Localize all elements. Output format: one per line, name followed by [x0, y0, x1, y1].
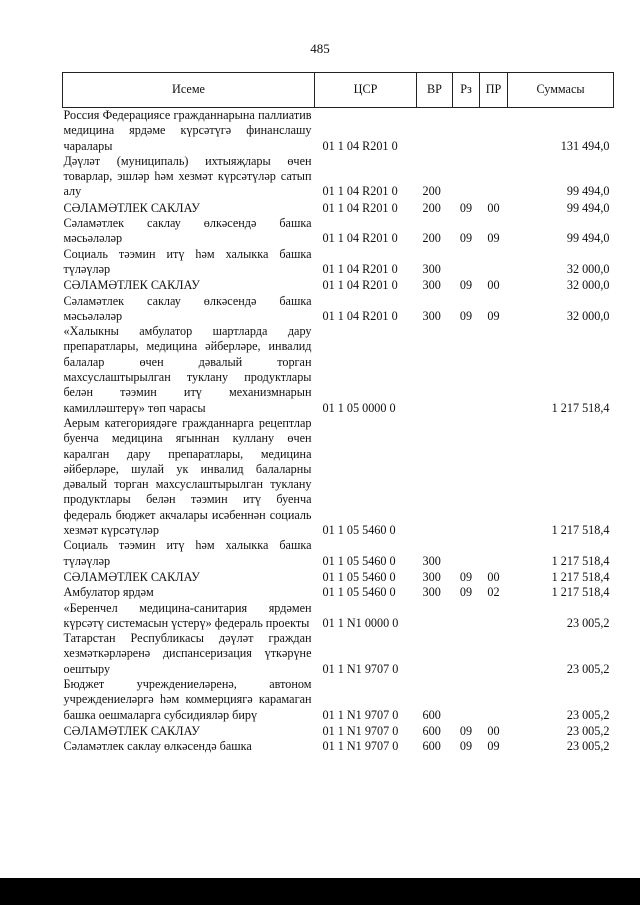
cell-vr: 300: [422, 569, 441, 584]
cell-sum: 23 005,2: [566, 615, 610, 630]
cell-rz: [453, 247, 480, 278]
cell-csr: 01 1 04 R201 0: [322, 231, 398, 246]
cell-pr: 00: [487, 569, 500, 584]
cell-vr: [417, 108, 453, 154]
table-row: [63, 200, 614, 216]
cell-sum: 32 000,0: [566, 261, 610, 276]
cell-csr: 01 1 04 R201 0: [322, 278, 398, 293]
cell-rz: 09: [459, 200, 473, 215]
cell-sum: 1 217 518,4: [551, 400, 610, 415]
table-row: [63, 631, 614, 677]
cell-vr: 300: [422, 585, 441, 600]
cell-pr: 02: [487, 585, 500, 600]
cell-vr: 300: [422, 308, 441, 323]
cell-name: Социаль тәэмин итү һәм халыкка башка түләүләр: [63, 246, 312, 276]
cell-name: Татарстан Республикасы дәүләт граждан хезмәткәрләренә диспансеризация үткәрүне оештыру: [63, 631, 312, 676]
cell-csr: 01 1 04 R201 0: [322, 200, 398, 215]
table-row: [63, 247, 614, 278]
cell-csr: 01 1 04 R201 0: [322, 261, 398, 276]
cell-rz: 09: [459, 739, 473, 754]
cell-pr: [480, 154, 508, 200]
cell-rz: [453, 677, 480, 723]
table-row: [63, 294, 614, 325]
cell-rz: 09: [459, 569, 473, 584]
header-rz: Рз: [453, 73, 480, 108]
cell-name: Социаль тәэмин итү һәм халыкка башка түләүләр: [63, 538, 312, 568]
cell-name: Россия Федерациясе гражданнарына паллиатив медицина ярдәме күрсәтүгә финанслашу чаралары: [63, 108, 312, 153]
cell-sum: 1 217 518,4: [551, 569, 610, 584]
cell-name: Бюджет учреждениеләренә, автоном учреждениеләргә һәм коммерциягә карамаган башка оешмаларга субсидияләр бирү: [63, 676, 312, 722]
cell-pr: 00: [487, 200, 500, 215]
cell-name: Сәламәтлек саклау өлкәсендә башка мәсьәләләр: [63, 293, 312, 323]
table-row: [63, 538, 614, 569]
table-row: [63, 585, 614, 600]
cell-csr: 01 1 N1 9707 0: [322, 723, 399, 738]
cell-csr: 01 1 05 5460 0: [322, 553, 396, 568]
cell-pr: [480, 247, 508, 278]
cell-rz: 09: [459, 308, 473, 323]
cell-sum: 32 000,0: [566, 308, 610, 323]
cell-pr: [480, 538, 508, 569]
table-row: [63, 154, 614, 200]
cell-csr: 01 1 N1 9707 0: [322, 661, 399, 676]
cell-sum: 1 217 518,4: [551, 585, 610, 600]
cell-sum: 23 005,2: [566, 661, 610, 676]
cell-csr: 01 1 05 0000 0: [322, 400, 396, 415]
cell-rz: 09: [459, 585, 473, 600]
table-row: [63, 601, 614, 632]
page-number: 485: [310, 41, 330, 56]
cell-pr: [480, 416, 508, 538]
cell-rz: [453, 154, 480, 200]
cell-sum: 131 494,0: [560, 138, 610, 153]
cell-sum: 1 217 518,4: [551, 553, 610, 568]
cell-name: «Беренчел медицина-санитария ярдәмен күрсәтү системасын үстерү» федераль проекты: [63, 600, 312, 630]
cell-vr: 600: [422, 707, 441, 722]
cell-pr: 00: [487, 723, 500, 738]
cell-name: Аерым категориядәге гражданнарга рецептлар буенча медицина ягыннан куллану өчен каралган дару препаратлары, медицина әйберләре, шулай ук инвалид балаларны дәвалый торган махсуслаштырылган туклану продуктлары белән тәэмин итү буенча федераль бюджет акчалары исәбеннән социаль хезмәт күрсәтүләр: [63, 415, 312, 538]
cell-name: Сәламәтлек саклау өлкәсендә башка мәсьәләләр: [63, 216, 312, 246]
cell-sum: 32 000,0: [566, 278, 610, 293]
cell-rz: [453, 601, 480, 632]
cell-vr: [417, 324, 453, 416]
cell-pr: 00: [487, 278, 500, 293]
cell-sum: 1 217 518,4: [551, 523, 610, 538]
header-vr: ВР: [417, 73, 453, 108]
cell-vr: [417, 631, 453, 677]
table-row: [63, 677, 614, 723]
cell-sum: 23 005,2: [566, 723, 610, 738]
cell-rz: [453, 416, 480, 538]
cell-sum: 23 005,2: [566, 707, 610, 722]
cell-sum: 99 494,0: [566, 200, 610, 215]
cell-csr: 01 1 05 5460 0: [322, 569, 396, 584]
cell-csr: 01 1 N1 0000 0: [322, 615, 399, 630]
cell-name: Амбулатор ярдәм: [63, 585, 154, 600]
cell-vr: 600: [422, 739, 441, 754]
table-row: [63, 108, 614, 154]
header-csr: ЦСР: [315, 73, 417, 108]
cell-vr: 300: [422, 553, 441, 568]
budget-table: [62, 72, 614, 754]
table-row: [63, 324, 614, 416]
cell-vr: [417, 601, 453, 632]
header-name: Исеме: [63, 73, 315, 108]
cell-pr: [480, 677, 508, 723]
cell-csr: 01 1 04 R201 0: [322, 184, 398, 199]
cell-vr: 300: [422, 261, 441, 276]
cell-vr: [417, 416, 453, 538]
cell-pr: 09: [487, 739, 500, 754]
cell-vr: 200: [422, 200, 441, 215]
cell-rz: 09: [459, 231, 473, 246]
cell-vr: 200: [422, 184, 441, 199]
cell-name: «Халыкны амбулатор шартларда дару препаратлары, медицина әйберләре, инвалид балалар өчен дәвалый торган махсуслаштырылган туклану продуктлары белән тәэмин итү механизмнарын камилләштерү» төп чарасы: [63, 324, 312, 415]
table-row: [63, 739, 614, 754]
table-row: [63, 723, 614, 739]
scan-bottom-edge: [0, 878, 640, 905]
table-header-row: [63, 73, 614, 108]
cell-csr: 01 1 05 5460 0: [322, 585, 396, 600]
cell-vr: 300: [422, 278, 441, 293]
cell-csr: 01 1 04 R201 0: [322, 138, 398, 153]
cell-csr: 01 1 N1 9707 0: [322, 739, 399, 754]
cell-sum: 99 494,0: [566, 231, 610, 246]
cell-rz: 09: [459, 278, 473, 293]
cell-vr: 600: [422, 723, 441, 738]
table-row: [63, 277, 614, 293]
cell-name: СӘЛАМӘТЛЕК САКЛАУ: [63, 569, 200, 584]
cell-pr: [480, 324, 508, 416]
cell-rz: 09: [459, 723, 473, 738]
table-row: [63, 569, 614, 585]
cell-sum: 23 005,2: [566, 739, 610, 754]
cell-pr: 09: [487, 308, 500, 323]
cell-name: СӘЛАМӘТЛЕК САКЛАУ: [63, 200, 200, 215]
cell-csr: 01 1 05 5460 0: [322, 523, 396, 538]
cell-name: СӘЛАМӘТЛЕК САКЛАУ: [63, 723, 200, 738]
cell-rz: [453, 108, 480, 154]
cell-rz: [453, 538, 480, 569]
header-sum: Суммасы: [508, 73, 614, 108]
cell-name: Дәүләт (муниципаль) ихтыяҗлары өчен товарлар, эшләр һәм хезмәт күрсәтүләр сатып алу: [63, 153, 312, 199]
cell-rz: [453, 324, 480, 416]
cell-csr: 01 1 04 R201 0: [322, 308, 398, 323]
cell-pr: [480, 631, 508, 677]
cell-csr: 01 1 N1 9707 0: [322, 707, 399, 722]
cell-pr: [480, 601, 508, 632]
cell-rz: [453, 631, 480, 677]
cell-pr: 09: [487, 231, 500, 246]
table-row: [63, 416, 614, 538]
cell-name: СӘЛАМӘТЛЕК САКЛАУ: [63, 278, 200, 293]
cell-name: Сәламәтлек саклау өлкәсендә башка: [63, 739, 252, 754]
cell-vr: 200: [422, 231, 441, 246]
header-pr: ПР: [480, 73, 508, 108]
cell-pr: [480, 108, 508, 154]
cell-sum: 99 494,0: [566, 184, 610, 199]
table-row: [63, 216, 614, 247]
